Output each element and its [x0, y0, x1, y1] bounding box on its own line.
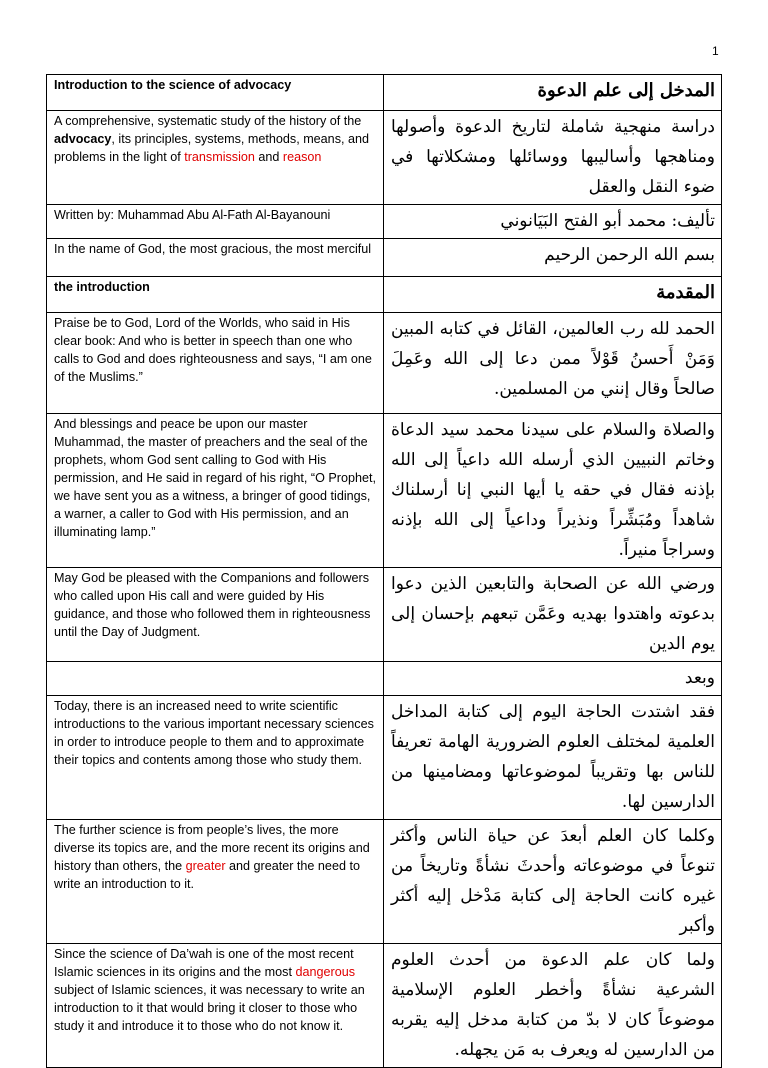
english-cell	[47, 944, 384, 1068]
arabic-cell: فقد اشتدت الحاجة اليوم إلى كتابة المداخل العلمية لمختلف العلوم الضرورية الهامة تعريفاً للناس بها وتقريباً لموضوعاتها ومضامينها من الدارسين لها.	[384, 696, 722, 820]
paragraph-text: The further science is from people’s lives, the more diverse its topics are, and the more recent its origins and history than others, the	[54, 823, 370, 873]
table-row-introduction	[47, 277, 722, 313]
english-cell: Today, there is an increased need to write scientific introductions to the various important necessary sciences in order to introduce people to them and to approximate their topics and contents among those who study them.	[47, 696, 384, 820]
arabic-cell: والصلاة والسلام على سيدنا محمد سيد الدعاة وخاتم النبيين الذي أرسله الله داعياً إلى الله بإذنه فقال في حقه يا أيها النبي إنا أرسلناك شاهداً ومُبَشِّراً ونذيراً وداعياً إلى الله بإذنه وسراجاً منيراً.	[384, 414, 722, 568]
highlighted-term: transmission	[184, 150, 255, 164]
paragraph-text: and greater the need to write an introduction to it.	[54, 859, 360, 891]
table-row-blessings	[47, 414, 722, 568]
document-title-en: Introduction to the science of advocacy	[54, 78, 292, 92]
english-cell	[47, 820, 384, 944]
highlighted-term: greater	[185, 859, 226, 873]
table-row-today	[47, 696, 722, 820]
table-row-description	[47, 111, 722, 205]
table-row-further	[47, 820, 722, 944]
arabic-cell: ولما كان علم الدعوة من أحدث العلوم الشرعية نشأةً وأخطر العلوم الإسلامية موضوعاً كان لا بدّ من كتابة مدخل إليه يقربه من الدارسين له ويعرف به مَن يجهله.	[384, 944, 722, 1068]
arabic-cell: الحمد لله رب العالمين، القائل في كتابه المبين وَمَنْ أَحسنُ قَوْلاً ممن دعا إلى الله وعَمِلَ صالحاً وقال إنني من المسلمين.	[384, 313, 722, 414]
description-bold-term: advocacy	[54, 132, 112, 146]
english-cell: Praise be to God, Lord of the Worlds, who said in His clear book: And who is better in speech than one who calls to God and does righteousness and says, “I am one of the Muslims.”	[47, 313, 384, 414]
table-row-dawah	[47, 944, 722, 1068]
arabic-cell: ورضي الله عن الصحابة والتابعين الذين دعوا بدعوته واهتدوا بهديه وعَمَّن تبعهم بإحسان إلى يوم الدين	[384, 568, 722, 662]
paragraph-text: Since the science of Da’wah is one of the most recent Islamic sciences in its origins and the most	[54, 947, 354, 979]
english-cell: And blessings and peace be upon our master Muhammad, the master of preachers and the seal of the prophets, whom God sent calling to God with His permission, and He said in regard of his right, “O Prophet, we have sent you as a witness, a bringer of good tidings, a warner, a caller to God with His permission, and an illuminating lamp.”	[47, 414, 384, 568]
arabic-cell: تأليف: محمد أبو الفتح البَيَانوني	[384, 205, 722, 239]
table-row-praise	[47, 313, 722, 414]
english-cell	[47, 75, 384, 111]
english-cell	[47, 662, 384, 696]
english-cell: May God be pleased with the Companions and followers who called upon His call and were guided by His guidance, and those who followed them in righteousness until the Day of Judgment.	[47, 568, 384, 662]
highlighted-term: dangerous	[295, 965, 356, 979]
section-heading-en: the introduction	[54, 280, 150, 294]
table-row-basmala	[47, 239, 722, 277]
description-text: and	[254, 150, 283, 164]
highlighted-term: reason	[282, 150, 322, 164]
paragraph-text: subject of Islamic sciences, it was necessary to write an introduction to it that would bring it closer to those who study it and introduce it to those who do not know it.	[54, 983, 365, 1033]
description-text: A comprehensive, systematic study of the history of the	[54, 114, 362, 128]
bilingual-table	[46, 74, 722, 1068]
english-cell	[47, 111, 384, 205]
arabic-cell	[384, 75, 722, 111]
document-title-ar: المدخل إلى علم الدعوة	[537, 80, 715, 101]
english-cell	[47, 277, 384, 313]
table-row-pleased	[47, 568, 722, 662]
arabic-cell	[384, 277, 722, 313]
table-row-after	[47, 662, 722, 696]
arabic-cell: دراسة منهجية شاملة لتاريخ الدعوة وأصولها ومناهجها وأساليبها ووسائلها ومشكلاتها في ضوء النقل والعقل	[384, 111, 722, 205]
arabic-cell: وبعد	[384, 662, 722, 696]
english-cell: In the name of God, the most gracious, the most merciful	[47, 239, 384, 277]
arabic-cell: بسم الله الرحمن الرحيم	[384, 239, 722, 277]
description-text: , its principles, systems, methods, means, and problems in the light of	[54, 132, 369, 164]
table-row-author	[47, 205, 722, 239]
section-heading-ar: المقدمة	[656, 282, 715, 303]
page-number: 1	[712, 44, 719, 58]
table-row-title	[47, 75, 722, 111]
english-cell: Written by: Muhammad Abu Al-Fath Al-Bayanouni	[47, 205, 384, 239]
arabic-cell: وكلما كان العلم أبعدَ عن حياة الناس وأكثر تنوعاً في موضوعاته وأحدثَ نشأةً وتاريخاً من غيره كانت الحاجة إلى كتابة مَدْخل إليه أكثر وأكبر	[384, 820, 722, 944]
